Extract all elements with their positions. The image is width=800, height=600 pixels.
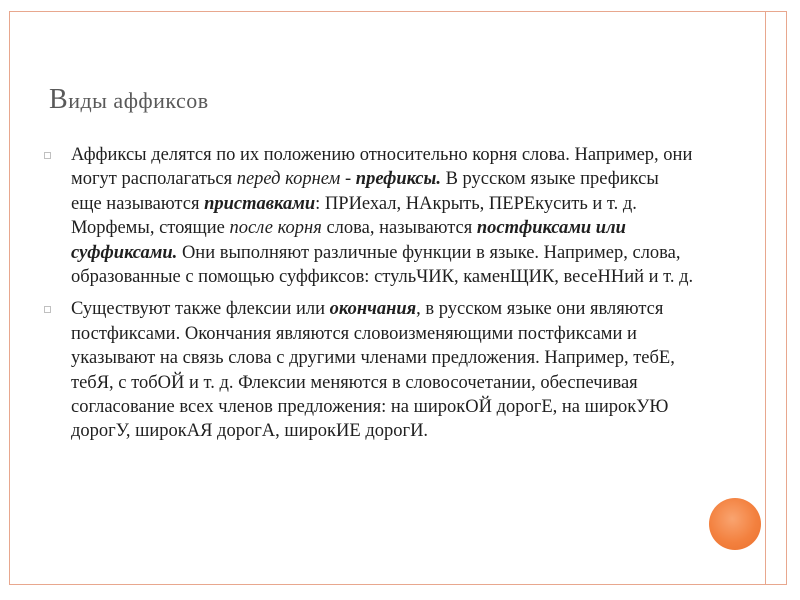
text-segment: Аффиксы делятся по их положению относительно корня слова. Например, они могут располагаться xyxy=(71,145,693,190)
text-segment: , в русском языке они являются постфиксами. Окончания являются словоизменяющими постфиксами и указывают на связь слова с другими членами предложения. Например, тебЕ, тебЯ, с тобОЙ и т. д. Флексии меняются в словосочетании, обеспечивая согласование всех членов предложения: на широкОЙ дорогЕ, на широкУЮ дорогУ, широкАЯ дорогА, широкИЕ дорогИ. xyxy=(71,299,675,442)
decorative-vertical-line xyxy=(765,11,766,585)
text-segment: постфиксами или суффиксами. xyxy=(71,218,626,263)
text-segment: - xyxy=(340,169,356,190)
text-segment: В русском языке префиксы еще называются xyxy=(71,169,659,214)
text-segment: после корня xyxy=(229,218,322,239)
paragraph-1 xyxy=(44,143,694,289)
slide-title xyxy=(49,84,209,116)
text-segment: окончания xyxy=(329,299,417,320)
text-segment: приставками xyxy=(204,193,316,214)
slide-title-rest: иды аффиксов xyxy=(68,88,209,113)
text-segment: Они выполняют различные функции в языке. Например, слова, образованные с помощью суффиксов: стульЧИК, каменЩИК, весеННий и т. д. xyxy=(71,242,694,288)
paragraph-2 xyxy=(44,297,694,443)
text-segment: слова, называются xyxy=(321,218,477,239)
slide-body xyxy=(44,143,694,452)
text-segment: префиксы. xyxy=(355,169,441,190)
decorative-orange-circle xyxy=(709,498,761,550)
bullet-icon xyxy=(44,152,51,159)
text-segment: : ПРИехал, НАкрыть, ПЕРЕкусить и т. д. Морфемы, стоящие xyxy=(71,193,637,239)
text-segment: Существуют также флексии или xyxy=(71,299,330,320)
slide-title-initial: В xyxy=(49,84,69,115)
bullet-icon xyxy=(44,306,51,313)
text-segment: перед корнем xyxy=(236,169,341,190)
